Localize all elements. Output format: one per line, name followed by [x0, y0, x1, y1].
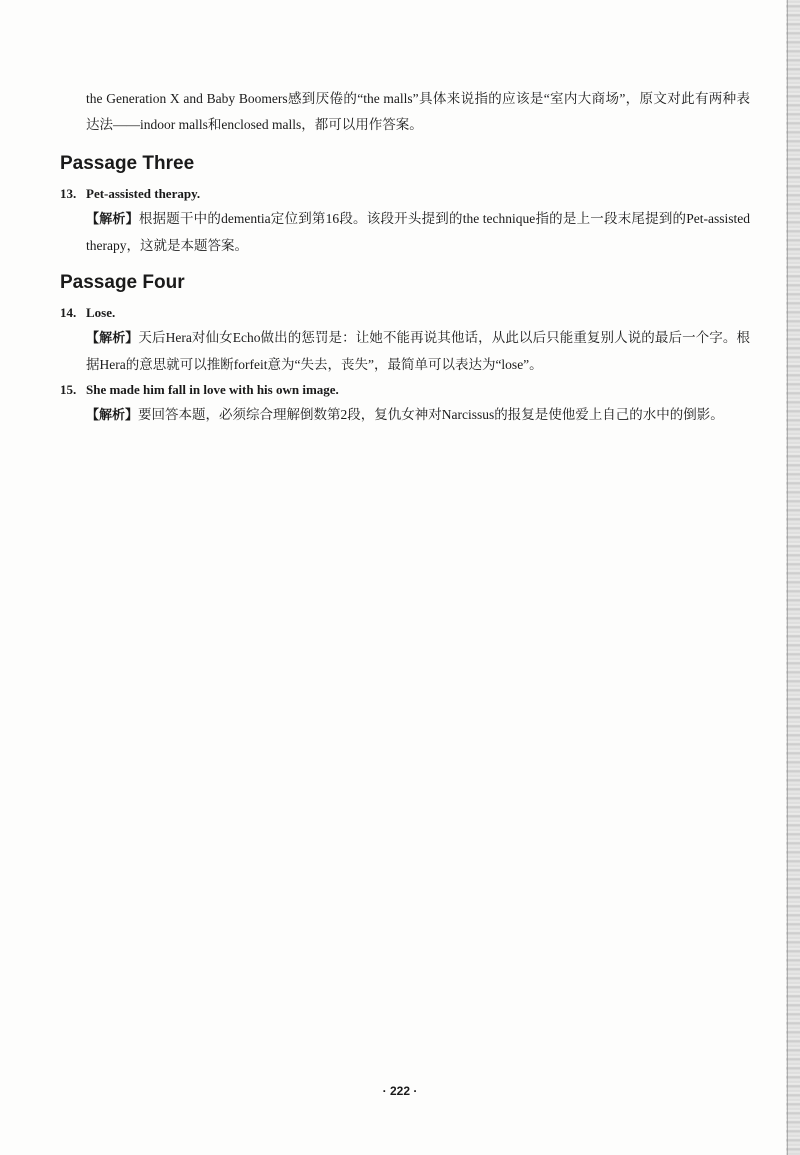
page-content — [60, 86, 750, 429]
answer-text: Lose. — [86, 305, 116, 320]
scan-edge-line — [787, 0, 788, 1155]
question-number: 14. — [60, 305, 77, 320]
section-heading-passage-three: Passage Three — [60, 153, 195, 174]
answer-text: She made him fall in love with his own image. — [86, 382, 339, 397]
answer-text: Pet-assisted therapy. — [86, 186, 201, 201]
question-number: 15. — [60, 382, 77, 397]
section-heading-passage-four: Passage Four — [60, 272, 185, 293]
question-number: 13. — [60, 186, 77, 201]
analysis-paragraph — [86, 402, 750, 429]
question-item-14 — [60, 301, 750, 378]
scan-edge — [786, 0, 800, 1155]
page-number: · 222 · — [382, 1084, 418, 1098]
analysis-paragraph — [86, 325, 750, 378]
analysis-tag: 【解析】 — [86, 212, 139, 227]
question-answer — [60, 182, 750, 206]
question-item-13 — [60, 182, 750, 259]
analysis-text: 天后Hera对仙女Echo做出的惩罚是：让她不能再说其他话，从此以后只能重复别人说的最后一个字。根据Hera的意思就可以推断forfeit意为“失去，丧失”，最简单可以表达为“lose”。 — [86, 330, 750, 372]
question-answer — [60, 378, 750, 402]
intro-paragraph: the Generation X and Baby Boomers感到厌倦的“the malls”具体来说指的应该是“室内大商场”，原文对此有两种表达法——indoor malls和enclosed malls，都可以用作答案。 — [86, 91, 750, 132]
question-item-15 — [60, 378, 750, 429]
analysis-tag: 【解析】 — [86, 331, 139, 346]
analysis-text: 根据题干中的dementia定位到第16段。该段开头提到的the technique指的是上一段末尾提到的Pet-assisted therapy，这就是本题答案。 — [86, 211, 750, 253]
analysis-tag: 【解析】 — [86, 408, 139, 423]
analysis-paragraph — [86, 206, 750, 259]
question-answer — [60, 301, 750, 325]
analysis-text: 要回答本题，必须综合理解倒数第2段，复仇女神对Narcissus的报复是使他爱上自己的水中的倒影。 — [138, 407, 724, 422]
